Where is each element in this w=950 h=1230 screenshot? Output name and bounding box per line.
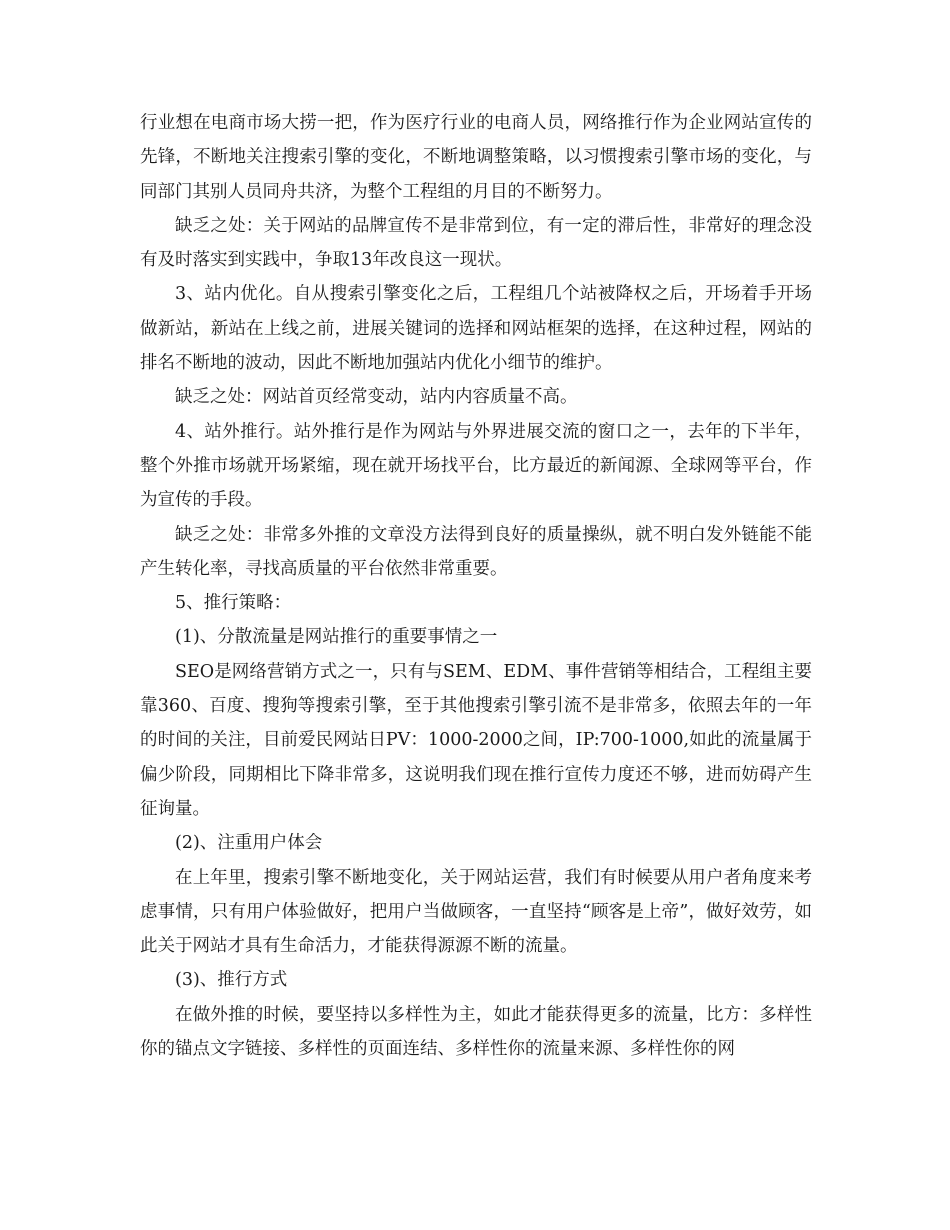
paragraph-offsite-promotion: 4、站外推行。站外推行是作为网站与外界进展交流的窗口之一，去年的下半年，整个外推市场就开场紧缩，现在就开场找平台，比方最近的新闻源、全球网等平台，作为宣传的手段。 — [140, 421, 812, 511]
paragraph-user-experience: 在上年里，搜索引擎不断地变化，关于网站运营，我们有时候要从用户者角度来考虑事情，只有用户体验做好，把用户当做顾客，一直坚持“顾客是上帝”，做好效劳，如此关于网站才具有生命活力，才能获得源源不断的流量。 — [140, 867, 812, 957]
heading-strategy-2: (2)、注重用户体会 — [175, 833, 323, 854]
paragraph-shortcoming-onsite: 缺乏之处：网站首页经常变动，站内内容质量不高。 — [175, 387, 578, 408]
heading-strategy-3: (3)、推行方式 — [175, 970, 288, 991]
paragraph-seo-traffic: SEO是网络营销方式之一，只有与SEM、EDM、事件营销等相结合，工程组主要靠360、百度、搜狗等搜索引擎，至于其他搜索引擎引流不是非常多，依照去年的一年的时间的关注，目前爱民网站日PV：1000-2000之间，IP:700-1000,如此的流量属于偏少阶段，同期相比下降非常多，这说明我们现在推行宣传力度还不够，进而妨碍产生征询量。 — [140, 661, 812, 819]
paragraph-shortcoming-offsite: 缺乏之处：非常多外推的文章没方法得到良好的质量操纵，就不明白发外链能不能产生转化率，寻找高质量的平台依然非常重要。 — [140, 524, 812, 579]
paragraph-onsite-optimization: 3、站内优化。自从搜索引擎变化之后，工程组几个站被降权之后，开场着手开场做新站，新站在上线之前，进展关键词的选择和网站框架的选择，在这种过程，网站的排名不断地的波动，因此不断地加强站内优化小细节的维护。 — [140, 284, 812, 374]
heading-promotion-strategy: 5、推行策略： — [175, 593, 292, 614]
paragraph-shortcoming-branding: 缺乏之处：关于网站的品牌宣传不是非常到位，有一定的滞后性，非常好的理念没有及时落实到实践中，争取13年改良这一现状。 — [140, 215, 812, 271]
document-body — [140, 106, 812, 1066]
paragraph-promotion-methods: 在做外推的时候，要坚持以多样性为主，如此才能获得更多的流量，比方：多样性你的锚点文字链接、多样性的页面连结、多样性你的流量来源、多样性你的网 — [140, 1004, 812, 1060]
paragraph-intro: 行业想在电商市场大捞一把，作为医疗行业的电商人员，网络推行作为企业网站宣传的先锋，不断地关注搜索引擎的变化，不断地调整策略，以习惯搜索引擎市场的变化，与同部门其别人员同舟共济，为整个工程组的月目的不断努力。 — [140, 113, 812, 202]
heading-strategy-1: (1)、分散流量是网站推行的重要事情之一 — [175, 627, 498, 648]
